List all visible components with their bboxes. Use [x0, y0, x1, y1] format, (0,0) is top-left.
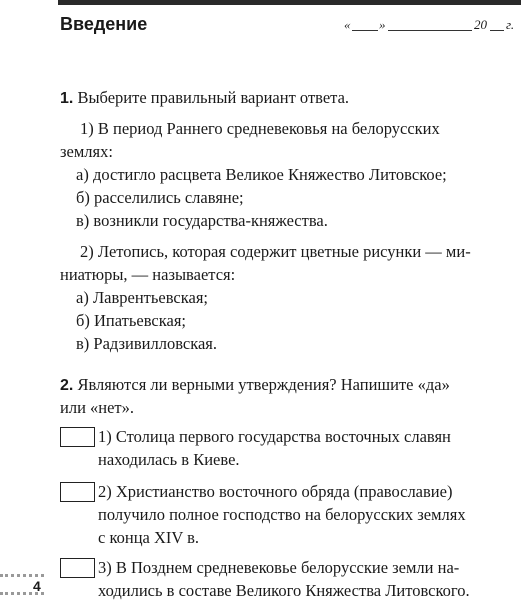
task1-q2-option-a: а) Лаврентьевская;	[76, 288, 208, 307]
date-quote-close: »	[379, 17, 386, 32]
answer-box-2[interactable]	[60, 482, 95, 502]
task1-q2-line1: 2) Летопись, которая содержит цветные рисунки — ми-	[80, 242, 471, 261]
page-number: 4	[33, 578, 41, 594]
task1-q1-option-a: а) достигло расцвета Великое Княжество Литовское;	[76, 165, 447, 184]
task2-prompt-line2: или «нет».	[60, 398, 135, 417]
date-year: 20	[474, 17, 487, 32]
answer-box-1[interactable]	[60, 427, 95, 447]
task1-q2-option-b: б) Ипатьевская;	[76, 311, 186, 330]
answer-box-3[interactable]	[60, 558, 95, 578]
task1-heading	[60, 90, 349, 107]
date-month-blank[interactable]	[388, 30, 472, 31]
date-year-blank[interactable]	[490, 30, 504, 31]
statement-1-line2: находилась в Киеве.	[98, 450, 240, 469]
task1-q1-line1: 1) В период Раннего средневековья на белорусских	[80, 119, 440, 138]
statement-3-line1: 3) В Позднем средневековье белорусские земли на-	[98, 558, 460, 577]
date-day-blank[interactable]	[352, 30, 378, 31]
task1-q1-option-b: б) расселились славяне;	[76, 188, 244, 207]
statement-1-line1: 1) Столица первого государства восточных славян	[98, 427, 451, 446]
task1-q1-option-c: в) возникли государства-княжества.	[76, 211, 328, 230]
section-title: Введение	[60, 14, 148, 34]
task2-number: 2.	[60, 377, 74, 394]
footer-dotted-rule	[0, 574, 44, 577]
task2-heading	[60, 377, 450, 394]
task1-q2-option-c: в) Радзивилловская.	[76, 334, 218, 353]
statement-2-line1: 2) Христианство восточного обряда (православие)	[98, 482, 453, 501]
task1-number: 1.	[60, 90, 74, 107]
top-rule	[58, 0, 521, 5]
task2-prompt-line1: Являются ли верными утверждения? Напишите «да»	[77, 375, 450, 394]
task1-q1-line2: землях:	[60, 142, 113, 161]
date-year-suffix: г.	[506, 17, 515, 32]
statement-2-line3: с конца XIV в.	[98, 528, 200, 547]
task1-prompt: Выберите правильный вариант ответа.	[77, 88, 350, 107]
date-quote-open: «	[344, 17, 351, 32]
footer-dotted-rule-lower	[0, 592, 44, 595]
statement-2-line2: получило полное господство на белорусских землях	[98, 505, 466, 524]
task1-q2-line2: ниатюры, — называется:	[60, 265, 236, 284]
statement-3-line2: ходились в составе Великого Княжества Литовского.	[98, 581, 470, 600]
